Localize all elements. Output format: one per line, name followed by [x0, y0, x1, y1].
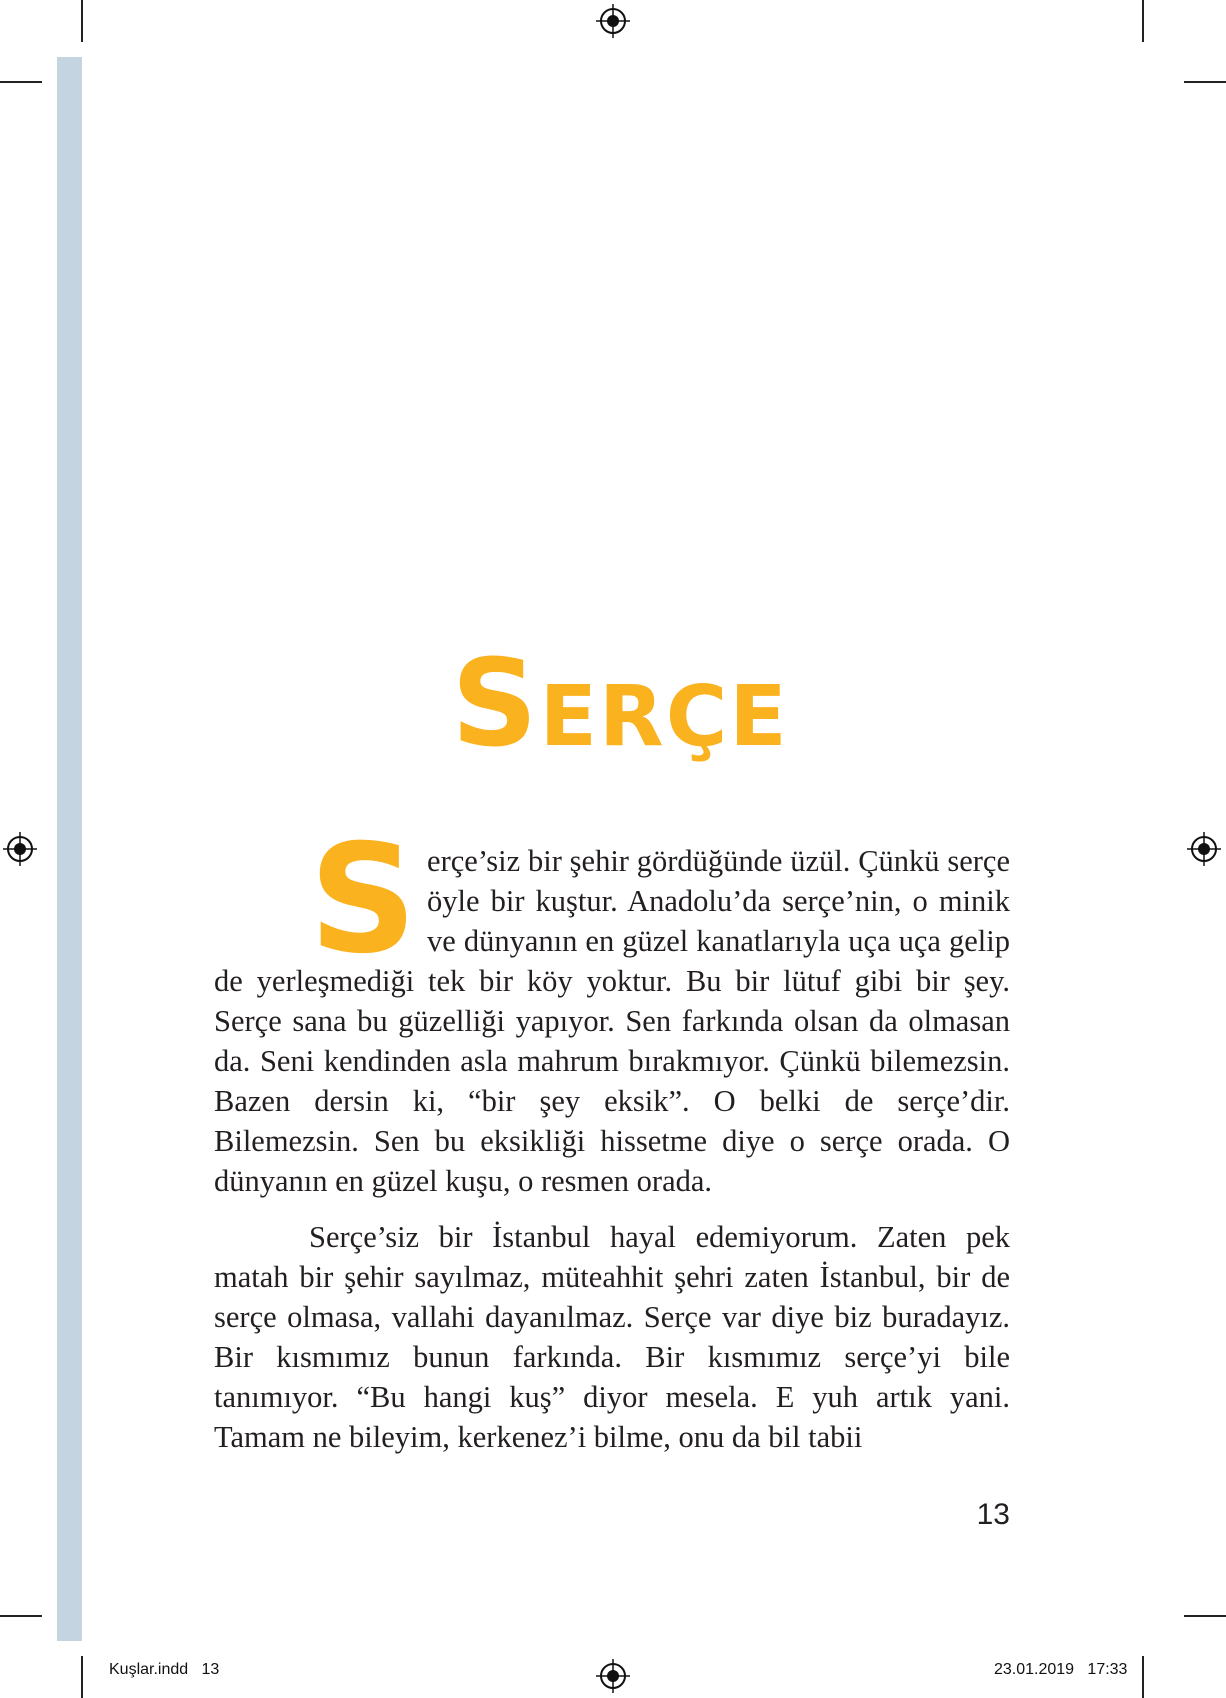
paragraph	[214, 813, 1010, 1201]
paragraph: Serçe’siz bir İstanbul hayal edemiyorum. Zaten pek matah bir şehir sayılmaz, müteahhit şehri zaten İstanbul, bir de serçe olmasa, vallahi dayanılmaz. Serçe var diye biz buradayız. Bir kısmımız bunun farkında. Bir kısmımız serçe’yi bile tanımıyor. “Bu hangi kuş” diyor mesela. E yuh artık yani. Tamam ne bileyim, kerkenez’i bilme, onu da bil tabii	[214, 1220, 1010, 1454]
registration-mark-icon	[596, 4, 630, 38]
crop-mark	[1142, 1656, 1144, 1698]
paragraph-text: erçe’siz bir şehir gördüğünde üzül. Çünkü serçe öyle bir kuştur. Anadolu’da serçe’nin, o minik ve dünyanın en güzel kanatlarıyla uça uça gelip de yerleşmediği tek bir köy yoktur. Bu bir lütuf gibi bir şey. Serçe sana bu güzelliği yapıyor. Sen farkında olsan da olmasan da. Seni kendinden asla mahrum bırakmıyor. Çünkü bilemezsin. Bazen dersin ki, “bir şey eksik”. O belki de serçe’dir. Bilemezsin. Sen bu eksikliği hissetme diye o serçe orada. O dünyanın en güzel kuşu, o resmen orada.	[214, 844, 1010, 1198]
registration-mark-icon	[1187, 832, 1221, 866]
article-body	[214, 813, 1010, 1457]
drop-cap: S	[309, 813, 418, 987]
chapter-title-text: Serçe	[451, 635, 789, 774]
slug-timestamp: 23.01.2019 17:33	[994, 1661, 1128, 1678]
crop-mark	[81, 0, 83, 42]
crop-mark	[81, 1656, 83, 1698]
crop-mark	[0, 1615, 42, 1617]
registration-mark-icon	[596, 1659, 630, 1693]
page-number: 13	[976, 1498, 1010, 1531]
page-edge-band	[57, 57, 82, 1641]
crop-mark	[1142, 0, 1144, 42]
chapter-title	[420, 610, 820, 790]
crop-mark	[1184, 81, 1226, 83]
registration-mark-icon	[3, 832, 37, 866]
slug-filename: Kuşlar.indd 13	[109, 1661, 220, 1678]
crop-mark	[1184, 1615, 1226, 1617]
crop-mark	[0, 81, 42, 83]
